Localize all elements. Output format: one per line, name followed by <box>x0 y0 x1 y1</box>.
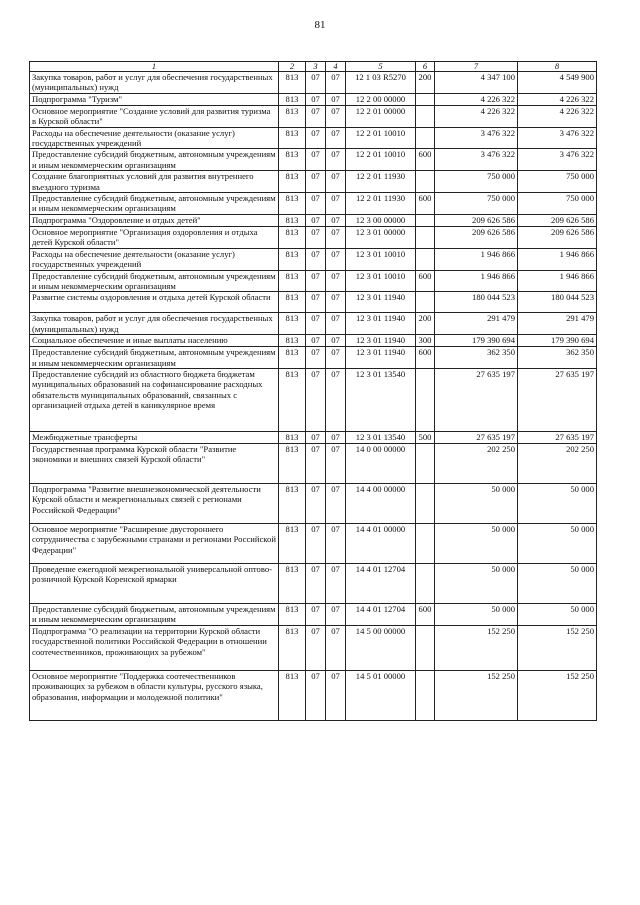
row-target-article: 12 3 01 11940 <box>346 347 416 369</box>
row-amount-year2: 3 476 322 <box>518 127 597 149</box>
row-amount-year2: 202 250 <box>518 443 597 483</box>
row-target-article: 12 3 01 11940 <box>346 335 416 347</box>
row-amount-year2: 179 390 694 <box>518 335 597 347</box>
row-amount-year2: 152 250 <box>518 670 597 720</box>
row-section: 07 <box>306 563 326 603</box>
row-name: Предоставление субсидий бюджетным, автономным учреждениям и иным некоммерческим организациям <box>30 270 279 292</box>
row-amount-year1: 50 000 <box>435 563 518 603</box>
table-row <box>30 292 597 313</box>
row-target-article: 12 2 01 10010 <box>346 149 416 171</box>
row-expense-type <box>416 226 435 248</box>
table-row <box>30 603 597 625</box>
row-target-article: 14 4 01 12704 <box>346 563 416 603</box>
row-ministry-code: 813 <box>279 171 306 193</box>
row-target-article: 14 5 00 00000 <box>346 625 416 670</box>
row-target-article: 12 3 01 13540 <box>346 431 416 443</box>
row-ministry-code: 813 <box>279 193 306 215</box>
row-subsection: 07 <box>326 625 346 670</box>
table-row <box>30 149 597 171</box>
row-name: Социальное обеспечение и иные выплаты населению <box>30 335 279 347</box>
row-subsection: 07 <box>326 171 346 193</box>
row-amount-year2: 750 000 <box>518 171 597 193</box>
row-section: 07 <box>306 523 326 563</box>
table-row <box>30 248 597 270</box>
row-ministry-code: 813 <box>279 483 306 523</box>
row-expense-type: 600 <box>416 603 435 625</box>
row-subsection: 07 <box>326 443 346 483</box>
row-ministry-code: 813 <box>279 563 306 603</box>
row-amount-year1: 180 044 523 <box>435 292 518 313</box>
row-section: 07 <box>306 625 326 670</box>
row-name: Расходы на обеспечение деятельности (оказание услуг) государственных учреждений <box>30 127 279 149</box>
row-name: Проведение ежегодной межрегиональной универсальной оптово-розничной Курской Коренской ярмарки <box>30 563 279 603</box>
row-target-article: 12 2 01 11930 <box>346 193 416 215</box>
row-ministry-code: 813 <box>279 248 306 270</box>
table-row <box>30 193 597 215</box>
row-name: Подпрограмма "Туризм" <box>30 93 279 105</box>
row-subsection: 07 <box>326 368 346 431</box>
row-section: 07 <box>306 603 326 625</box>
row-amount-year2: 750 000 <box>518 193 597 215</box>
row-amount-year1: 152 250 <box>435 625 518 670</box>
row-amount-year2: 209 626 586 <box>518 214 597 226</box>
row-subsection: 07 <box>326 431 346 443</box>
row-expense-type <box>416 368 435 431</box>
row-ministry-code: 813 <box>279 214 306 226</box>
row-ministry-code: 813 <box>279 443 306 483</box>
row-section: 07 <box>306 368 326 431</box>
row-expense-type: 600 <box>416 270 435 292</box>
row-expense-type: 300 <box>416 335 435 347</box>
row-amount-year1: 1 946 866 <box>435 270 518 292</box>
row-subsection: 07 <box>326 105 346 127</box>
row-name: Закупка товаров, работ и услуг для обеспечения государственных (муниципальных) нужд <box>30 313 279 335</box>
row-section: 07 <box>306 127 326 149</box>
row-section: 07 <box>306 226 326 248</box>
column-header: 6 <box>416 62 435 72</box>
row-expense-type <box>416 563 435 603</box>
row-expense-type <box>416 105 435 127</box>
row-subsection: 07 <box>326 248 346 270</box>
table-row <box>30 563 597 603</box>
row-subsection: 07 <box>326 670 346 720</box>
row-name: Расходы на обеспечение деятельности (оказание услуг) государственных учреждений <box>30 248 279 270</box>
row-amount-year1: 362 350 <box>435 347 518 369</box>
row-amount-year2: 50 000 <box>518 603 597 625</box>
row-amount-year2: 50 000 <box>518 563 597 603</box>
row-name: Создание благоприятных условий для развития внутреннего въездного туризма <box>30 171 279 193</box>
row-expense-type <box>416 93 435 105</box>
row-ministry-code: 813 <box>279 347 306 369</box>
row-section: 07 <box>306 347 326 369</box>
row-expense-type: 600 <box>416 347 435 369</box>
row-amount-year1: 291 479 <box>435 313 518 335</box>
row-target-article: 12 1 03 R5270 <box>346 72 416 94</box>
row-subsection: 07 <box>326 563 346 603</box>
row-section: 07 <box>306 313 326 335</box>
row-amount-year1: 50 000 <box>435 483 518 523</box>
row-ministry-code: 813 <box>279 670 306 720</box>
row-target-article: 12 3 01 10010 <box>346 248 416 270</box>
row-amount-year1: 4 347 100 <box>435 72 518 94</box>
row-ministry-code: 813 <box>279 625 306 670</box>
table-row <box>30 270 597 292</box>
row-amount-year2: 209 626 586 <box>518 226 597 248</box>
row-section: 07 <box>306 214 326 226</box>
row-name: Подпрограмма "Развитие внешнеэкономической деятельности Курской области и межрегиональных связей с регионами Российской Федерации" <box>30 483 279 523</box>
row-subsection: 07 <box>326 347 346 369</box>
row-ministry-code: 813 <box>279 105 306 127</box>
row-name: Основное мероприятие "Поддержка соотечественников проживающих за рубежом в области культуры, русского языка, образования, информации и молодежной политики" <box>30 670 279 720</box>
row-expense-type <box>416 292 435 313</box>
row-name: Закупка товаров, работ и услуг для обеспечения государственных (муниципальных) нужд <box>30 72 279 94</box>
row-section: 07 <box>306 105 326 127</box>
table-row <box>30 105 597 127</box>
row-amount-year2: 50 000 <box>518 523 597 563</box>
row-section: 07 <box>306 431 326 443</box>
row-section: 07 <box>306 443 326 483</box>
row-name: Государственная программа Курской области "Развитие экономики и внешних связей Курской области" <box>30 443 279 483</box>
row-expense-type <box>416 127 435 149</box>
table-header-row <box>30 62 597 72</box>
row-amount-year1: 4 226 322 <box>435 105 518 127</box>
row-amount-year2: 4 226 322 <box>518 105 597 127</box>
table-row <box>30 670 597 720</box>
table-row <box>30 72 597 94</box>
row-section: 07 <box>306 93 326 105</box>
row-amount-year1: 209 626 586 <box>435 226 518 248</box>
row-ministry-code: 813 <box>279 313 306 335</box>
row-amount-year2: 27 635 197 <box>518 368 597 431</box>
row-expense-type: 200 <box>416 72 435 94</box>
row-target-article: 14 0 00 00000 <box>346 443 416 483</box>
row-ministry-code: 813 <box>279 368 306 431</box>
column-header: 1 <box>30 62 279 72</box>
row-amount-year2: 180 044 523 <box>518 292 597 313</box>
row-amount-year2: 1 946 866 <box>518 270 597 292</box>
row-expense-type: 600 <box>416 149 435 171</box>
row-name: Основное мероприятие "Создание условий для развития туризма в Курской области" <box>30 105 279 127</box>
budget-table <box>29 61 597 721</box>
row-name: Межбюджетные трансферты <box>30 431 279 443</box>
table-row <box>30 431 597 443</box>
column-header: 3 <box>306 62 326 72</box>
column-header: 4 <box>326 62 346 72</box>
row-name: Подпрограмма "О реализации на территории Курской области государственной политики Российской Федерации в отношении соотечественников, проживающих за рубежом" <box>30 625 279 670</box>
row-expense-type: 200 <box>416 313 435 335</box>
row-section: 07 <box>306 483 326 523</box>
row-name: Основное мероприятие "Расширение двустороннего сотрудничества с зарубежными странами и регионами Российской Федерации" <box>30 523 279 563</box>
row-target-article: 12 2 01 00000 <box>346 105 416 127</box>
table-row <box>30 483 597 523</box>
row-section: 07 <box>306 149 326 171</box>
row-target-article: 12 3 01 11940 <box>346 313 416 335</box>
table-row <box>30 313 597 335</box>
row-name: Основное мероприятие "Организация оздоровления и отдыха детей Курской области" <box>30 226 279 248</box>
table-row <box>30 171 597 193</box>
row-target-article: 12 3 01 10010 <box>346 270 416 292</box>
row-section: 07 <box>306 248 326 270</box>
row-ministry-code: 813 <box>279 72 306 94</box>
row-ministry-code: 813 <box>279 93 306 105</box>
row-target-article: 12 3 01 11940 <box>346 292 416 313</box>
row-target-article: 12 2 01 11930 <box>346 171 416 193</box>
row-ministry-code: 813 <box>279 523 306 563</box>
row-subsection: 07 <box>326 313 346 335</box>
row-amount-year2: 3 476 322 <box>518 149 597 171</box>
row-ministry-code: 813 <box>279 270 306 292</box>
row-amount-year1: 152 250 <box>435 670 518 720</box>
row-amount-year2: 1 946 866 <box>518 248 597 270</box>
row-name: Предоставление субсидий бюджетным, автономным учреждениям и иным некоммерческим организациям <box>30 149 279 171</box>
row-subsection: 07 <box>326 270 346 292</box>
row-expense-type <box>416 171 435 193</box>
row-amount-year2: 152 250 <box>518 625 597 670</box>
row-expense-type <box>416 248 435 270</box>
row-subsection: 07 <box>326 483 346 523</box>
row-subsection: 07 <box>326 193 346 215</box>
row-subsection: 07 <box>326 93 346 105</box>
row-section: 07 <box>306 193 326 215</box>
row-ministry-code: 813 <box>279 335 306 347</box>
table-row <box>30 335 597 347</box>
row-section: 07 <box>306 670 326 720</box>
row-expense-type <box>416 625 435 670</box>
row-ministry-code: 813 <box>279 431 306 443</box>
row-section: 07 <box>306 72 326 94</box>
row-expense-type <box>416 443 435 483</box>
row-ministry-code: 813 <box>279 603 306 625</box>
row-subsection: 07 <box>326 292 346 313</box>
row-amount-year1: 3 476 322 <box>435 127 518 149</box>
row-subsection: 07 <box>326 523 346 563</box>
row-subsection: 07 <box>326 72 346 94</box>
row-amount-year2: 291 479 <box>518 313 597 335</box>
row-target-article: 12 3 00 00000 <box>346 214 416 226</box>
column-header: 7 <box>435 62 518 72</box>
row-amount-year1: 750 000 <box>435 193 518 215</box>
row-target-article: 12 3 01 13540 <box>346 368 416 431</box>
table-row <box>30 127 597 149</box>
row-target-article: 14 4 01 12704 <box>346 603 416 625</box>
row-amount-year1: 3 476 322 <box>435 149 518 171</box>
row-amount-year2: 362 350 <box>518 347 597 369</box>
row-ministry-code: 813 <box>279 226 306 248</box>
row-target-article: 14 4 01 00000 <box>346 523 416 563</box>
row-amount-year1: 27 635 197 <box>435 368 518 431</box>
row-amount-year2: 4 549 900 <box>518 72 597 94</box>
row-ministry-code: 813 <box>279 127 306 149</box>
row-ministry-code: 813 <box>279 292 306 313</box>
column-header: 5 <box>346 62 416 72</box>
row-name: Предоставление субсидий бюджетным, автономным учреждениям и иным некоммерческим организациям <box>30 193 279 215</box>
row-target-article: 12 2 01 10010 <box>346 127 416 149</box>
table-row <box>30 523 597 563</box>
table-row <box>30 226 597 248</box>
row-section: 07 <box>306 270 326 292</box>
row-name: Предоставление субсидий бюджетным, автономным учреждениям и иным некоммерческим организациям <box>30 603 279 625</box>
row-amount-year1: 27 635 197 <box>435 431 518 443</box>
row-subsection: 07 <box>326 127 346 149</box>
row-target-article: 12 3 01 00000 <box>346 226 416 248</box>
row-subsection: 07 <box>326 335 346 347</box>
row-expense-type <box>416 670 435 720</box>
row-amount-year2: 50 000 <box>518 483 597 523</box>
row-amount-year1: 50 000 <box>435 523 518 563</box>
row-amount-year2: 27 635 197 <box>518 431 597 443</box>
row-name: Подпрограмма "Оздоровление и отдых детей" <box>30 214 279 226</box>
table-row <box>30 443 597 483</box>
row-amount-year1: 50 000 <box>435 603 518 625</box>
row-expense-type <box>416 483 435 523</box>
row-expense-type <box>416 214 435 226</box>
row-amount-year1: 4 226 322 <box>435 93 518 105</box>
table-row <box>30 214 597 226</box>
row-name: Предоставление субсидий бюджетным, автономным учреждениям и иным некоммерческим организациям <box>30 347 279 369</box>
row-amount-year1: 750 000 <box>435 171 518 193</box>
row-name: Предоставление субсидий из областного бюджета бюджетам муниципальных образований на софинансирование расходных обязательств муниципальных образований, связанных с организацией отдыха детей в каникулярное время <box>30 368 279 431</box>
row-amount-year1: 179 390 694 <box>435 335 518 347</box>
table-row <box>30 625 597 670</box>
row-amount-year1: 202 250 <box>435 443 518 483</box>
row-subsection: 07 <box>326 226 346 248</box>
row-target-article: 12 2 00 00000 <box>346 93 416 105</box>
column-header: 2 <box>279 62 306 72</box>
row-section: 07 <box>306 292 326 313</box>
row-section: 07 <box>306 171 326 193</box>
row-subsection: 07 <box>326 214 346 226</box>
row-expense-type: 500 <box>416 431 435 443</box>
row-subsection: 07 <box>326 603 346 625</box>
row-section: 07 <box>306 335 326 347</box>
row-target-article: 14 5 01 00000 <box>346 670 416 720</box>
column-header: 8 <box>518 62 597 72</box>
row-name: Развитие системы оздоровления и отдыха детей Курской области <box>30 292 279 313</box>
table-row <box>30 368 597 431</box>
row-target-article: 14 4 00 00000 <box>346 483 416 523</box>
row-amount-year1: 1 946 866 <box>435 248 518 270</box>
row-amount-year2: 4 226 322 <box>518 93 597 105</box>
page-number: 81 <box>314 19 326 31</box>
row-ministry-code: 813 <box>279 149 306 171</box>
row-expense-type <box>416 523 435 563</box>
table-row <box>30 347 597 369</box>
row-amount-year1: 209 626 586 <box>435 214 518 226</box>
row-expense-type: 600 <box>416 193 435 215</box>
table-row <box>30 93 597 105</box>
row-subsection: 07 <box>326 149 346 171</box>
